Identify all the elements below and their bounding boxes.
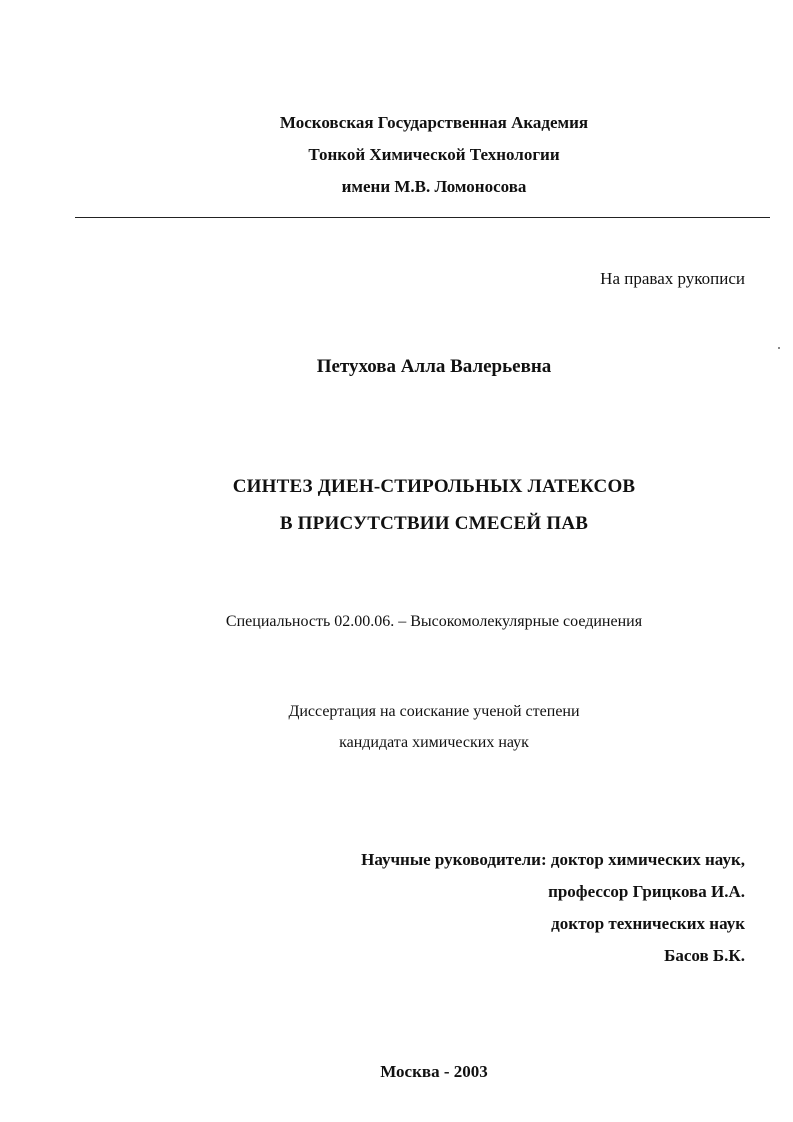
supervisors-line-1: Научные руководители: доктор химических наук,: [361, 850, 745, 869]
institution-name-line-1: Московская Государственная Академия: [279, 113, 589, 132]
supervisors-line-3: доктор технических наук: [551, 914, 745, 933]
dissertation-degree-line-2: кандидата химических наук: [339, 734, 529, 751]
header-divider: [75, 217, 770, 218]
rights-notice: На правах рукописи: [600, 269, 745, 288]
dissertation-degree-line-1: Диссертация на соискание ученой степени: [288, 703, 580, 720]
supervisors-line-2: профессор Грицкова И.А.: [548, 882, 745, 901]
city-year-footer: Москва - 2003: [380, 1062, 488, 1081]
author-name: Петухова Алла Валерьевна: [316, 356, 552, 377]
specialty-line: Специальность 02.00.06. – Высокомолекулярные соединения: [225, 613, 643, 630]
supervisors-line-4: Басов Б.К.: [664, 946, 745, 965]
institution-name-line-3: имени М.В. Ломоносова: [341, 177, 527, 196]
institution-name-line-2: Тонкой Химической Технологии: [308, 145, 560, 164]
thesis-title-line-2: В ПРИСУТСТВИИ СМЕСЕЙ ПАВ: [279, 513, 589, 534]
thesis-title-line-1: СИНТЕЗ ДИЕН-СТИРОЛЬНЫХ ЛАТЕКСОВ: [232, 476, 636, 497]
scan-artifact: [778, 347, 780, 349]
